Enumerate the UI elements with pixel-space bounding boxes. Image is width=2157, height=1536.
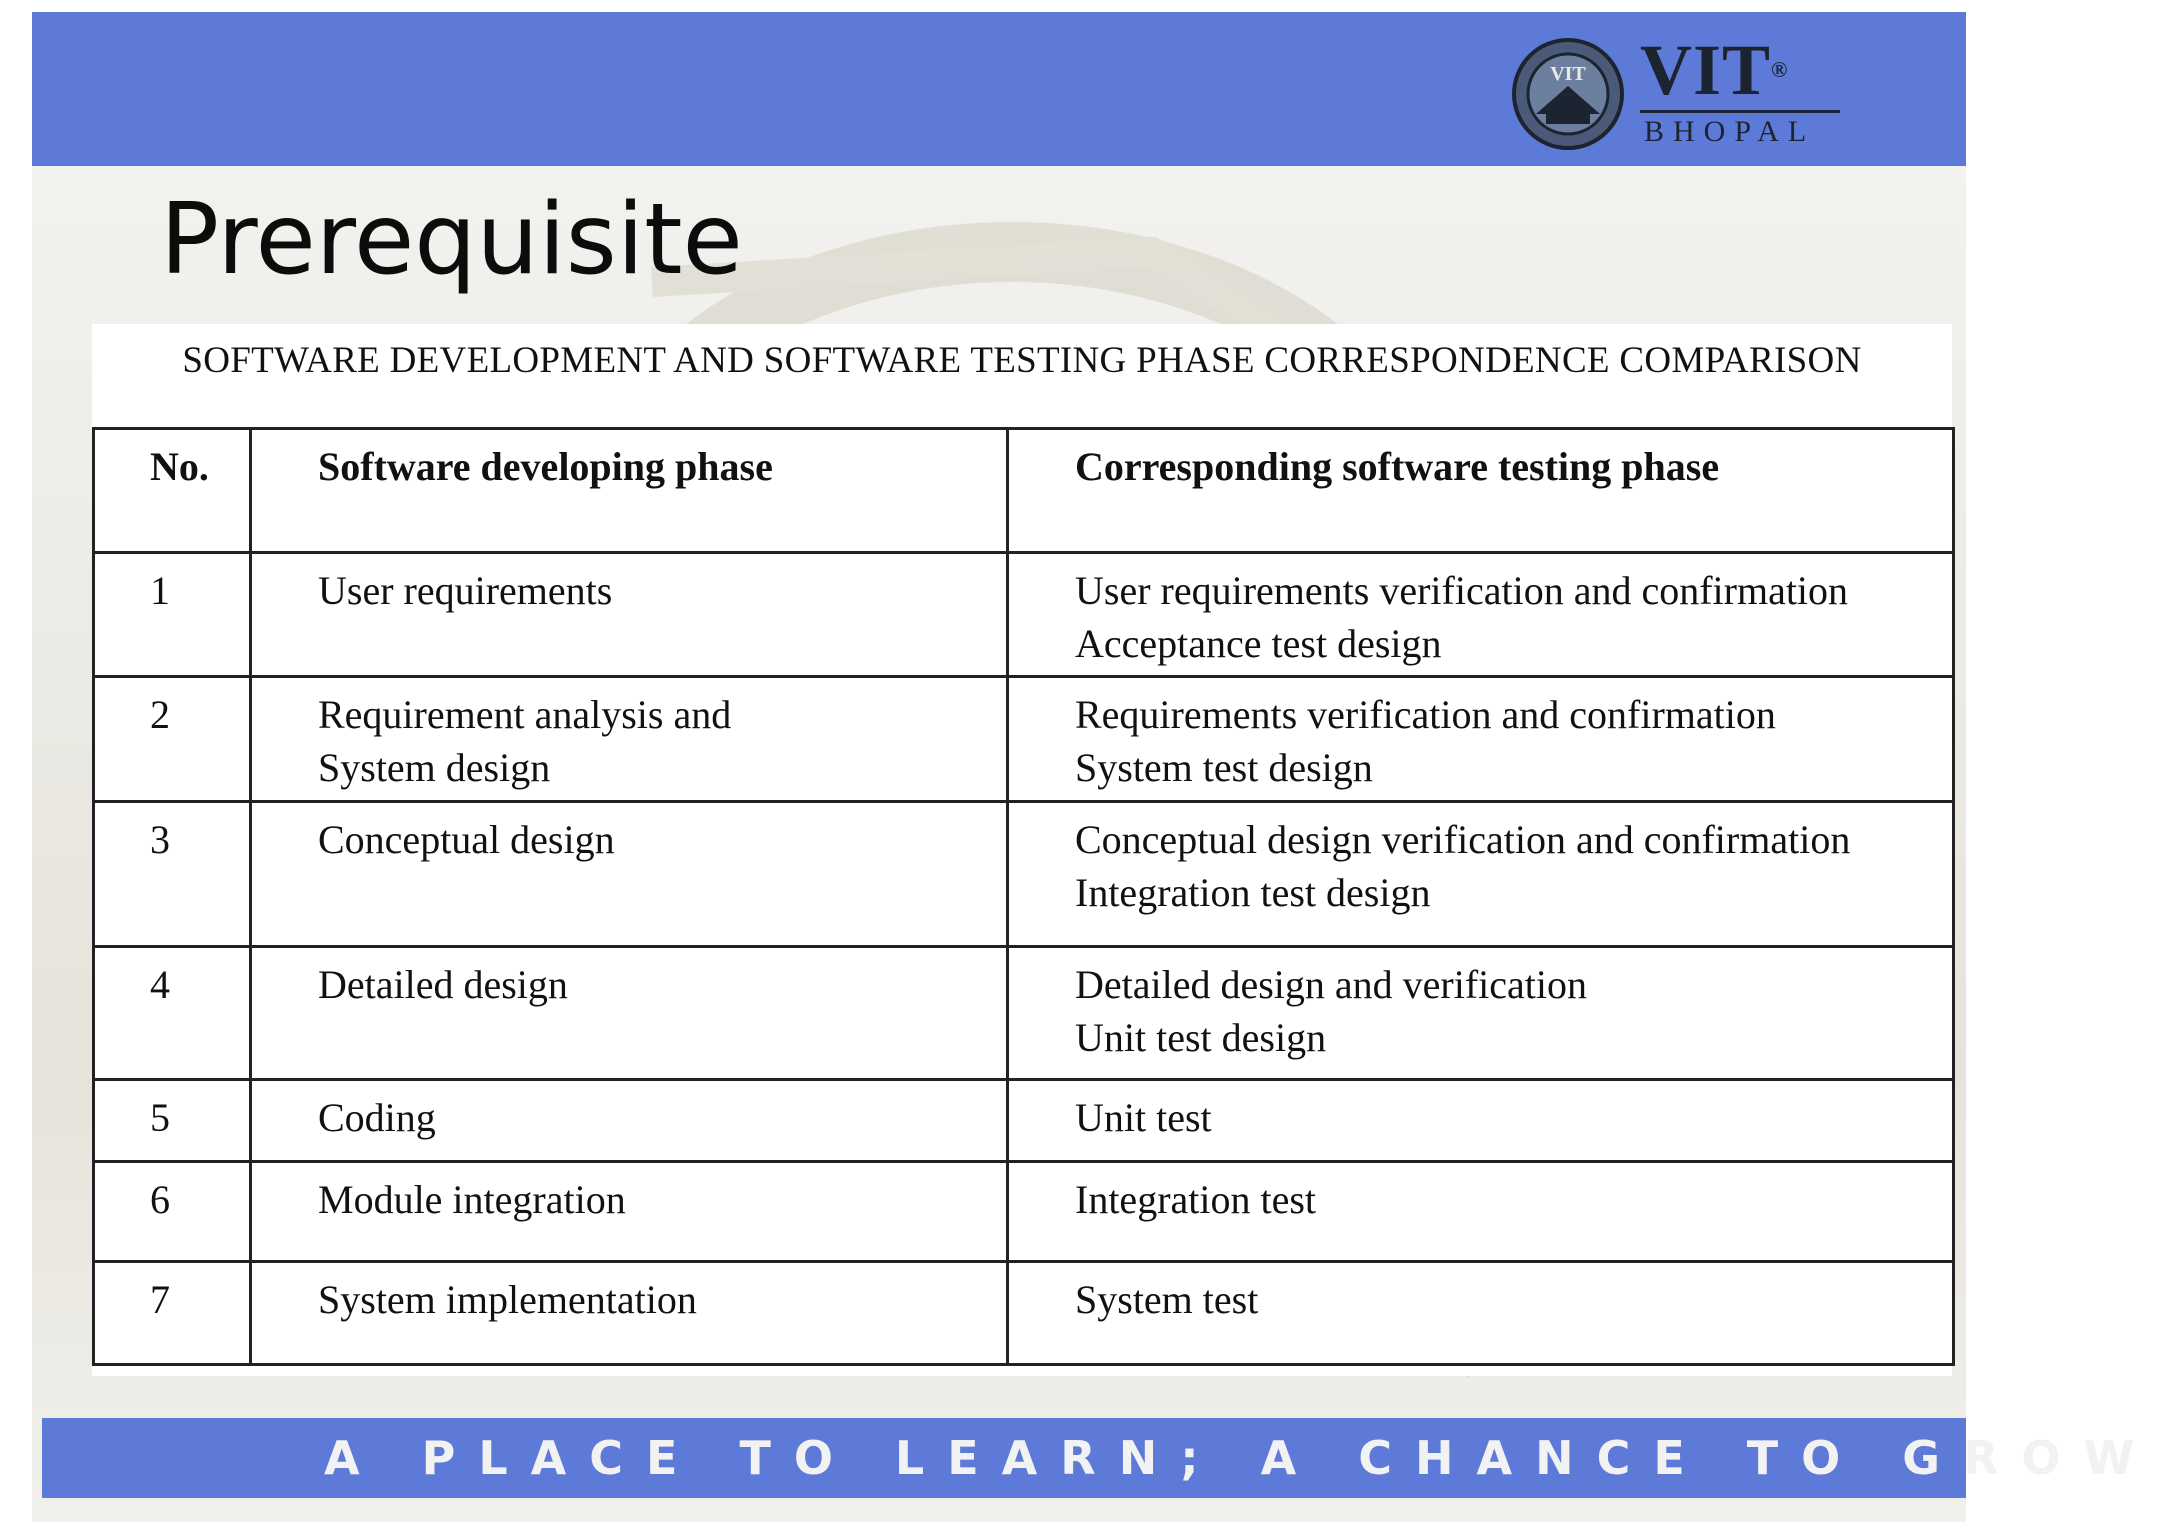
comparison-table-panel (92, 324, 1952, 1376)
footer-tagline: A PLACE TO LEARN; A CHANCE TO GROW (324, 1431, 2157, 1485)
developing-phase-cell: User requirements (251, 553, 1008, 677)
vit-bhopal-logo (1510, 26, 1840, 166)
logo-name: VIT (1640, 30, 1772, 110)
row-number: 1 (94, 553, 251, 677)
testing-phase-cell: Integration test (1008, 1162, 1954, 1262)
testing-phase-cell: Unit test (1008, 1080, 1954, 1162)
logo-wordmark (1640, 30, 1789, 110)
row-number: 7 (94, 1262, 251, 1365)
header-testing-phase: Corresponding software testing phase (1008, 429, 1954, 553)
seal-text: VIT (1550, 63, 1586, 85)
developing-phase-cell: Module integration (251, 1162, 1008, 1262)
university-seal-icon (1510, 36, 1626, 152)
logo-location: BHOPAL (1644, 115, 1816, 148)
slide-title: Prerequisite (160, 183, 743, 297)
testing-phase-cell: System test (1008, 1262, 1954, 1365)
header-developing-phase: Software developing phase (251, 429, 1008, 553)
logo-divider (1640, 110, 1840, 113)
row-number: 4 (94, 947, 251, 1080)
testing-phase-cell: Detailed design and verification Unit test design (1008, 947, 1954, 1080)
testing-phase-cell: Requirements verification and confirmation System test design (1008, 677, 1954, 802)
row-number: 3 (94, 802, 251, 947)
row-number: 2 (94, 677, 251, 802)
row-number: 5 (94, 1080, 251, 1162)
table-row (94, 677, 1954, 802)
header-no: No. (94, 429, 251, 553)
slide (32, 12, 2157, 1522)
developing-phase-cell: Requirement analysis and System design (251, 677, 1008, 802)
row-number: 6 (94, 1162, 251, 1262)
table-row (94, 553, 1954, 677)
footer-band (42, 1418, 2157, 1498)
table-row (94, 947, 1954, 1080)
developing-phase-cell: System implementation (251, 1262, 1008, 1365)
svg-text:VIT (1550, 63, 1586, 85)
table-row (94, 1162, 1954, 1262)
table-row (94, 1080, 1954, 1162)
table-header-row (94, 429, 1954, 553)
table-row (94, 1262, 1954, 1365)
phase-comparison-table (92, 427, 1955, 1366)
developing-phase-cell: Conceptual design (251, 802, 1008, 947)
testing-phase-cell: Conceptual design verification and confirmation Integration test design (1008, 802, 1954, 947)
table-row (94, 802, 1954, 947)
table-caption: SOFTWARE DEVELOPMENT AND SOFTWARE TESTING PHASE CORRESPONDENCE COMPARISON (182, 340, 1862, 381)
developing-phase-cell: Detailed design (251, 947, 1008, 1080)
testing-phase-cell: User requirements verification and confirmation Acceptance test design (1008, 553, 1954, 677)
logo-registered-mark: ® (1771, 57, 1789, 82)
developing-phase-cell: Coding (251, 1080, 1008, 1162)
